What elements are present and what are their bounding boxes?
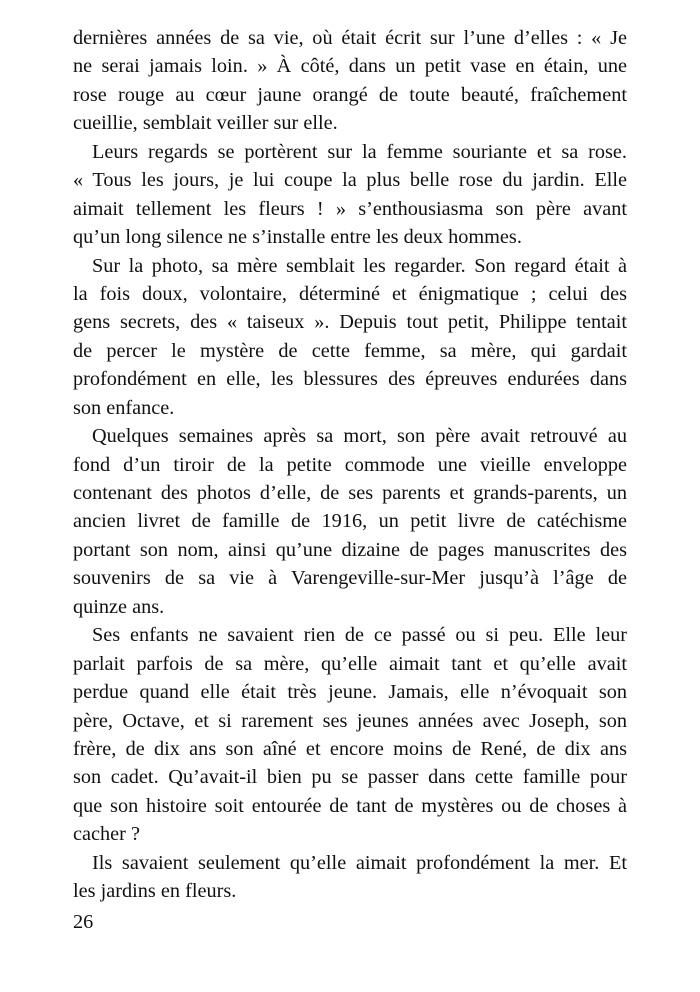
text-line: gens secrets, des « taiseux ». Depuis tout petit, Philippe tentait	[73, 311, 627, 334]
text-line: les jardins en fleurs.	[73, 880, 237, 903]
text-line: père, Octave, et si rarement ses jeunes années avec Joseph, son	[73, 709, 627, 732]
text-line: son enfance.	[73, 396, 175, 419]
text-line: son cadet. Qu’avait-il bien pu se passer dans cette famille pour	[73, 766, 627, 789]
paragraph	[73, 849, 627, 906]
text-line: Quelques semaines après sa mort, son père avait retrouvé au	[92, 425, 627, 448]
text-line: dernières années de sa vie, où était écrit sur l’une d’elles : « Je	[73, 27, 627, 49]
text-line: aimait tellement les fleurs ! » s’enthousiasma son père avant	[73, 197, 627, 220]
page-number: 26	[73, 911, 94, 933]
text-line: ne serai jamais loin. » À côté, dans un petit vase en étain, une	[73, 55, 627, 78]
text-line: Sur la photo, sa mère semblait les regarder. Son regard était à	[92, 254, 627, 277]
text-line: ancien livret de famille de 1916, un petit livre de catéchisme	[73, 510, 627, 533]
text-line: « Tous les jours, je lui coupe la plus belle rose du jardin. Elle	[73, 169, 627, 192]
text-line: Leurs regards se portèrent sur la femme souriante et sa rose.	[92, 140, 627, 163]
text-line: fond d’un tiroir de la petite commode une vieille enveloppe	[73, 453, 627, 476]
paragraph	[73, 621, 627, 849]
text-line: qu’un long silence ne s’installe entre les deux hommes.	[73, 226, 522, 249]
text-line: contenant des photos d’elle, de ses parents et grands-parents, un	[73, 482, 627, 504]
text-line: cueillie, semblait veiller sur elle.	[73, 112, 338, 135]
text-line: profondément en elle, les blessures des épreuves endurées dans	[73, 368, 627, 391]
paragraph	[73, 422, 627, 621]
text-line: frère, de dix ans son aîné et encore moins de René, de dix ans	[73, 737, 627, 760]
text-line: perdue quand elle était très jeune. Jamais, elle n’évoquait son	[73, 681, 627, 704]
text-line: la fois doux, volontaire, déterminé et énigmatique ; celui des	[73, 282, 627, 305]
body-text	[73, 24, 627, 906]
text-line: que son histoire soit entourée de tant de mystères ou de choses à	[73, 794, 627, 817]
text-line: rose rouge au cœur jaune orangé de toute beauté, fraîchement	[73, 83, 627, 106]
paragraph	[73, 24, 627, 138]
text-line: parlait parfois de sa mère, qu’elle aimait tant et qu’elle avait	[73, 652, 627, 675]
text-line: Ils savaient seulement qu’elle aimait profondément la mer. Et	[92, 851, 627, 874]
text-line: portant son nom, ainsi qu’une dizaine de pages manuscrites des	[73, 538, 627, 561]
paragraph	[73, 138, 627, 252]
text-line: cacher ?	[73, 823, 140, 846]
paragraph	[73, 252, 627, 423]
text-line: Ses enfants ne savaient rien de ce passé ou si peu. Elle leur	[92, 624, 627, 647]
text-line: souvenirs de sa vie à Varengeville-sur-Mer jusqu’à l’âge de	[73, 567, 627, 590]
text-line: quinze ans.	[73, 595, 165, 618]
text-line: de percer le mystère de cette femme, sa mère, qui gardait	[73, 339, 627, 362]
